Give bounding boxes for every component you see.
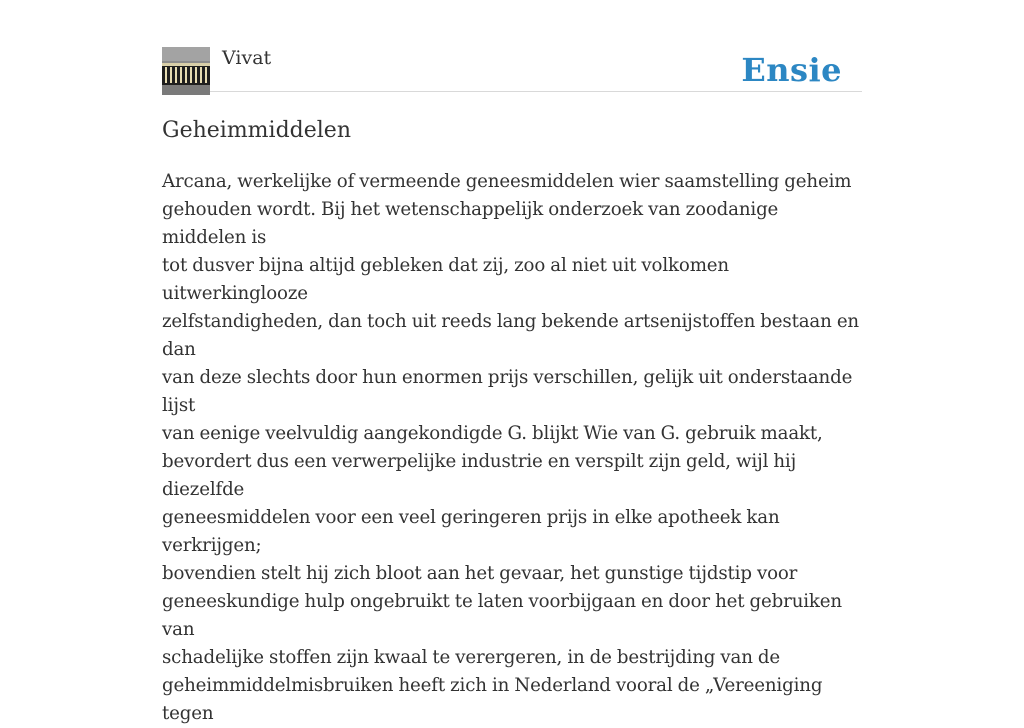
- author-name[interactable]: Vivat: [222, 47, 272, 69]
- body-line: schadelijke stoffen zijn kwaal te verergeren, in de bestrijding van de: [162, 647, 781, 668]
- body-line: van eenige veelvuldig aangekondigde G. blijkt Wie van G. gebruik maakt,: [162, 423, 823, 444]
- body-line: van deze slechts door hun enormen prijs verschillen, gelijk uit onderstaande lijst: [162, 367, 853, 416]
- brand-logo[interactable]: Ensie: [741, 51, 842, 89]
- header: [162, 40, 862, 92]
- body-line: tot dusver bijna altijd gebleken dat zij, zoo al niet uit volkomen uitwerkinglooze: [162, 255, 729, 304]
- avatar-image-icon: [162, 47, 210, 95]
- article-body: [162, 168, 862, 728]
- body-line: bovendien stelt hij zich bloot aan het gevaar, het gunstige tijdstip voor: [162, 563, 798, 584]
- body-line: gehouden wordt. Bij het wetenschappelijk onderzoek van zoodanige middelen is: [162, 199, 779, 248]
- avatar[interactable]: [162, 47, 210, 95]
- body-line: bevordert dus een verwerpelijke industrie en verspilt zijn geld, wijl hij diezelfde: [162, 451, 797, 500]
- body-line: Arcana, werkelijke of vermeende geneesmiddelen wier saamstelling geheim: [162, 171, 852, 192]
- body-line: zelfstandigheden, dan toch uit reeds lang bekende artsenijstoffen bestaan en dan: [162, 311, 859, 360]
- body-line: geheimmiddelmisbruiken heeft zich in Nederland vooral de „Vereeniging tegen: [162, 675, 823, 724]
- article-title: Geheimmiddelen: [162, 118, 351, 143]
- body-line: geneesmiddelen voor een veel geringeren prijs in elke apotheek kan verkrijgen;: [162, 507, 780, 556]
- body-line: geneeskundige hulp ongebruikt te laten voorbijgaan en door het gebruiken van: [162, 591, 842, 640]
